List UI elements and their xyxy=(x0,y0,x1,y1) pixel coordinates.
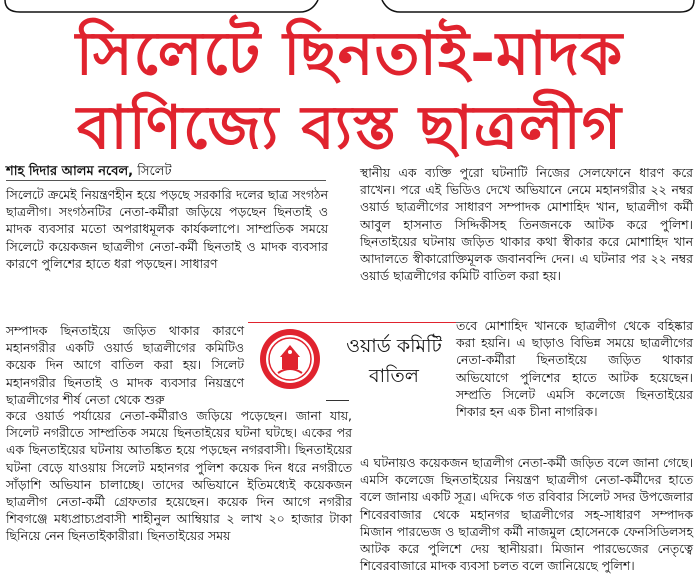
inset-badge xyxy=(248,325,456,395)
byline-divider xyxy=(6,180,326,181)
body-column-1-middle: সম্পাদক ছিনতাইয়ে জড়িত থাকার কারণে মহানগরীর একটি ওয়ার্ড ছাত্রলীগের কমিটিও কয়েক দিন আগে বাতিল করা হয়। সিলেট মহানগরীর ছিনতাই ও মাদক ব্যবসার নিয়ন্ত্রণে ছাত্রলীগের শীর্ষ নেতা থেকে শুরু xyxy=(6,323,244,407)
badge-caption-underline xyxy=(326,400,349,401)
headline-line-2: বাণিজ্যে ব্যস্ত ছাত্রলীগ xyxy=(76,93,623,163)
body-column-2-middle: তবে মোশাহিদ খানকে ছাত্রলীগ থেকে বহিষ্কার করা হয়নি। এ ছাড়াও বিভিন্ন সময়ে ছাত্রলীগের নেতা-কর্মীরা ছিনতাইয়ে জড়িত থাকার অভিযোগে পুলিশের হাতে আটক হয়েছেন। সম্প্রতি সিলেট এমসি কলেজে ছিনতাইয়ের শিকার হন এক চীনা নাগরিক। xyxy=(456,318,693,420)
byline-author: শাহ দিদার আলম নবেল, xyxy=(6,164,134,179)
body-column-2-bottom: এ ঘটনায়ও কয়েকজন ছাত্রলীগ নেতা-কর্মী জড়িত বলে জানা গেছে। এমসি কলেজে ছিনতাইয়ের নিয়ন্ত্রণ ছাত্রলীগ নেতা-কর্মীদের হাতে বলে জানায় একটি সূত্র। এদিকে গত রবিবার সিলেট সদর উপজেলার শিবেরবাজার থেকে মহানগর ছাত্রলীগের সহ-সাধারণ সম্পাদক মিজান পারভেজ ও ছাত্রলীগ কর্মী নাজমুল হোসেনকে ফেনসিডিলসহ আটক করে পুলিশে দেয় স্থানীয়রা। মিজান পারভেজের নেতৃত্বে শিবেরবাজারে মাদক ব্যবসা চলত বলে জানিয়েছে পুলিশ। xyxy=(360,455,693,574)
headline xyxy=(0,18,699,164)
badge-caption-line-2: বাতিল xyxy=(369,365,419,387)
chhatra-league-emblem-icon xyxy=(258,327,322,391)
headline-line-1: সিলেটে ছিনতাই-মাদক xyxy=(75,19,624,89)
body-column-2-top: স্থানীয় এক ব্যক্তি পুরো ঘটনাটি নিজের সেলফোনে ধারণ করে রাখেন। পরে এই ভিডিও দেখে অভিযানে নেমে মহানগরীর ২২ নম্বর ওয়ার্ড ছাত্রলীগের সাধারণ সম্পাদক মোশাহিদ খান, ছাত্রলীগ কর্মী আবুল হাসনাত সিদ্দিকীসহ তিনজনকে আটক করে পুলিশ। ছিনতাইয়ের ঘটনায় জড়িত থাকার কথা স্বীকার করে মোশাহিদ খান আদালতে স্বীকারোক্তিমূলক জবানবন্দি দেন। এ ঘটনার পর ২২ নম্বর ওয়ার্ড ছাত্রলীগের কমিটি বাতিল করা হয়। xyxy=(360,165,693,284)
byline-place: সিলেট xyxy=(133,164,172,179)
top-frame-decoration xyxy=(0,0,699,16)
body-column-1-bottom: করে ওয়ার্ড পর্যায়ের নেতা-কর্মীরাও জড়িয়ে পড়েছেন। জানা যায়, সিলেট নগরীতে সাম্প্রতিক সময়ে ছিনতাইয়ের ঘটনা ঘটছে। একের পর এক ছিনতাইয়ের ঘটনায় আতঙ্কিত হয়ে পড়ছেন নগরবাসী। ছিনতাইয়ের ঘটনা বেড়ে যাওয়ায় সিলেট মহানগর পুলিশ কয়েক দিন ধরে নগরীতে সাঁড়াশি অভিযান চালাচ্ছে। তাদের অভিযানে ইতিমধ্যেই কয়েকজন ছাত্রলীগ নেতা-কর্মী গ্রেফতার হয়েছেন। কয়েক দিন আগে নগরীর শিবগঞ্জে মধ্যপ্রাচ্যপ্রবাসী শাহীনুল আম্বিয়ার ২ লাখ ২০ হাজার টাকা ছিনিয়ে নেন ছিনতাইকারীরা। ছিনতাইয়ের সময় xyxy=(6,408,352,544)
badge-caption-line-1: ওয়ার্ড কমিটি xyxy=(346,335,442,357)
badge-caption xyxy=(332,331,456,391)
body-column-1-top: সিলেটে ক্রমেই নিয়ন্ত্রণহীন হয়ে পড়ছে সরকারি দলের ছাত্র সংগঠন ছাত্রলীগ। সংগঠনটির নেতা-কর্মীরা জড়িয়ে পড়ছেন ছিনতাই ও মাদক ব্যবসার মতো অপরাধমূলক কার্যকলাপে। সাম্প্রতিক সময়ে সিলেটে কয়েকজন ছাত্রলীগ নেতা-কর্মী ছিনতাই ও মাদক ব্যবসার কারণে পুলিশের হাতে ধরা পড়ছেন। সাধারণ xyxy=(6,187,328,271)
badge-top-rule xyxy=(248,322,456,323)
